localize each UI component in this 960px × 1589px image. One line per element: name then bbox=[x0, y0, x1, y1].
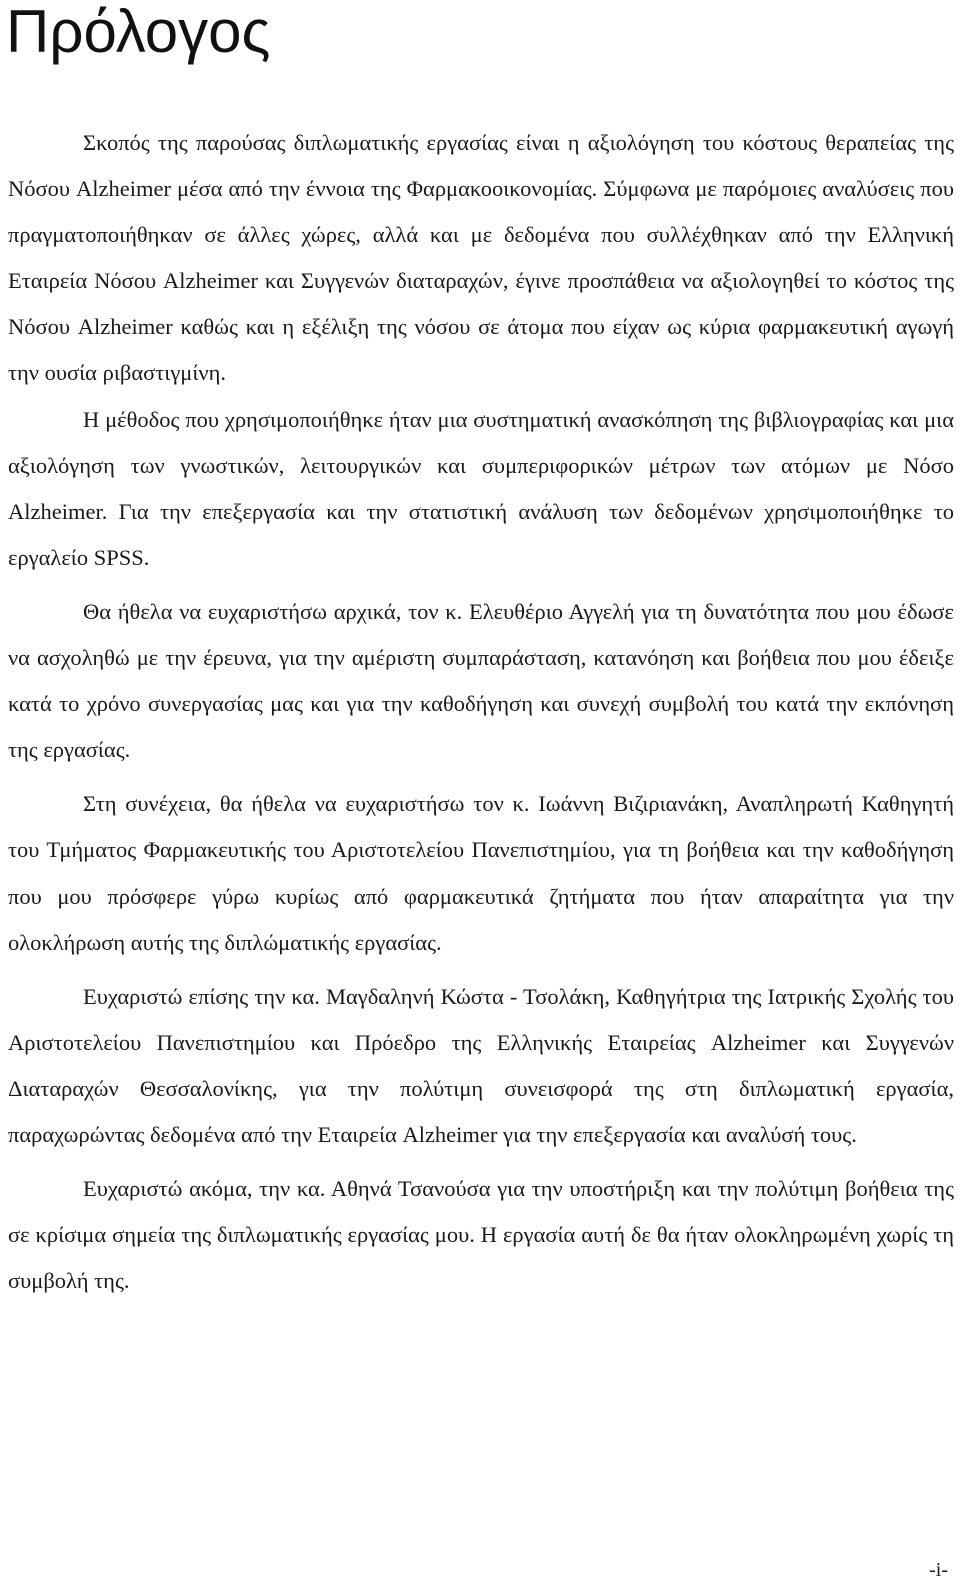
paragraph-thanks-professor: Στη συνέχεια, θα ήθελα να ευχαριστήσω τον κ. Ιωάννη Βιζιριανάκη, Αναπληρωτή Καθηγητή του Τμήματος Φαρμακευτικής του Αριστοτελείου Πανεπιστημίου, για τη βοήθεια και την καθοδήγηση που μου πρόσφερε γύρω κυρίως από φαρμακευτικά ζητήματα που ήταν απαραίτητα για την ολοκλήρωση αυτής της διπλώματικής εργασίας. bbox=[8, 791, 954, 955]
paragraph-thanks-supervisor: Θα ήθελα να ευχαριστήσω αρχικά, τον κ. Ελευθέριο Αγγελή για τη δυνατότητα που μου έδωσε να ασχοληθώ με την έρευνα, για την αμέριστη συμπαράσταση, κατανόηση και βοήθεια που μου έδειξε κατά το χρόνο συνεργασίας μας και για την καθοδήγηση και συνεχή συμβολή του κατά την εκπόνηση της εργασίας. bbox=[8, 598, 954, 763]
page-number: -i- bbox=[929, 1559, 948, 1581]
page-title: Πρόλογος bbox=[6, 0, 271, 65]
preface-body bbox=[8, 120, 954, 1312]
paragraph-purpose: Σκοπός της παρούσας διπλωματικής εργασίας είναι η αξιολόγηση του κόστους θεραπείας της Νόσου Alzheimer μέσα από την έννοια της Φαρμακοοικονομίας. Σύμφωνα με παρόμοιες αναλύσεις που πραγματοποιήθηκαν σε άλλες χώρες, αλλά και με δεδομένα που συλλέχθηκαν από την Ελληνική Εταιρεία Νόσου Alzheimer και Συγγενών διαταραχών, έγινε προσπάθεια να αξιολογηθεί το κόστος της Νόσου Alzheimer καθώς και η εξέλιξη της νόσου σε άτομα που είχαν ως κύρια φαρμακευτική αγωγή την ουσία ριβαστιγμίνη. bbox=[8, 130, 954, 386]
paragraph-method: Η μέθοδος που χρησιμοποιήθηκε ήταν μια συστηματική ανασκόπηση της βιβλιογραφίας και μια αξιολόγηση των γνωστικών, λειτουργικών και συμπεριφορικών μέτρων των ατόμων με Νόσο Alzheimer. Για την επεξεργασία και την στατιστική ανάλυση των δεδομένων χρησιμοποιήθηκε το εργαλείο SPSS. bbox=[8, 406, 954, 570]
paragraph-thanks-support: Ευχαριστώ ακόμα, την κα. Αθηνά Τσανούσα για την υποστήριξη και την πολύτιμη βοήθεια της σε κρίσιμα σημεία της διπλωματικής εργασίας μου. Η εργασία αυτή δε θα ήταν ολοκληρωμένη χωρίς τη συμβολή της. bbox=[8, 1176, 954, 1294]
paragraph-thanks-association: Ευχαριστώ επίσης την κα. Μαγδαληνή Κώστα - Τσολάκη, Καθηγήτρια της Ιατρικής Σχολής του Αριστοτελείου Πανεπιστημίου και Πρόεδρο της Ελληνικής Εταιρείας Alzheimer και Συγγενών Διαταραχών Θεσσαλονίκης, για την πολύτιμη συνεισφορά της στη διπλωματική εργασία, παραχωρώντας δεδομένα από την Εταιρεία Alzheimer για την επεξεργασία και αναλύσή τους. bbox=[8, 983, 954, 1147]
